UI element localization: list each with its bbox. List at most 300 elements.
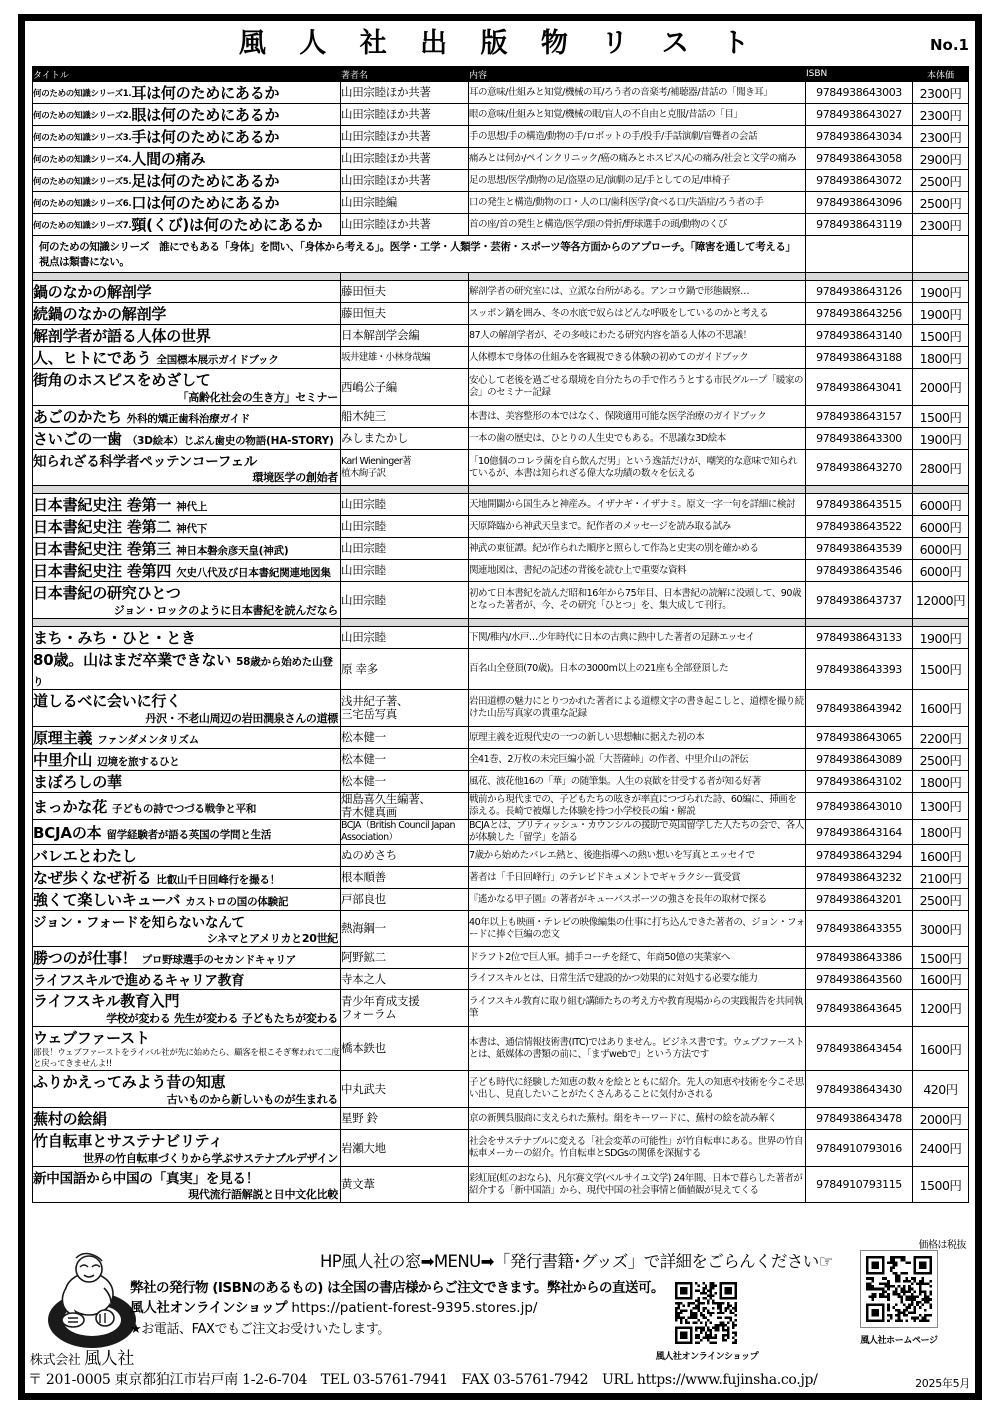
title-series-prefix: 何のための知識シリーズ4. — [33, 155, 132, 165]
cell-price: 1500円 — [913, 947, 969, 969]
cell-author: 山田宗睦 — [341, 538, 469, 560]
cell-author: 船木純三 — [341, 406, 469, 428]
series-note-blank-price — [913, 236, 969, 273]
cell-author: 寺本之人 — [341, 969, 469, 990]
cell-author: 根本順善 — [341, 867, 469, 889]
cell-author: みしまたかし — [341, 428, 469, 450]
cell-price: 1600円 — [913, 1027, 969, 1071]
cell-author: 松本健一 — [341, 771, 469, 793]
title-subtitle: 子どもの詩でつづる戦争と平和 — [112, 802, 257, 815]
cell-content: 87人の解剖学者が、その多岐にわたる研究内容を語る人体の不思議！ — [469, 325, 806, 347]
title-subtitle: プロ野球選手のセカンドキャリア — [141, 954, 297, 966]
cell-isbn: 9784938643300 — [806, 428, 913, 450]
series-note-blank-isbn — [806, 236, 913, 273]
title-main: 強くて楽しいキューバ — [33, 891, 181, 909]
cell-isbn: 9784938643003 — [806, 82, 913, 104]
table-row — [33, 104, 969, 126]
cell-author: 岩瀬大地 — [341, 1130, 469, 1167]
separator-cell — [913, 273, 969, 281]
title-subtitle: 全国標本展示ガイドブック — [156, 354, 279, 366]
cell-isbn: 9784938643454 — [806, 1027, 913, 1071]
table-row — [33, 1027, 969, 1071]
title-series-prefix: 何のための知識シリーズ7. — [33, 221, 132, 231]
title-subtitle: ジョン・ロックのように日本書紀を読んだなら — [113, 604, 338, 617]
cell-author: 阿野鉱二 — [341, 947, 469, 969]
cell-content: 本書は、美容整形の本ではなく、保険適用可能な医学治療のガイドブック — [469, 406, 806, 428]
cell-isbn: 9784938643102 — [806, 771, 913, 793]
separator-cell — [33, 273, 341, 281]
cell-price: 12000円 — [913, 582, 969, 619]
table-row — [33, 494, 969, 516]
cell-isbn: 9784938643232 — [806, 867, 913, 889]
table-row — [33, 148, 969, 170]
cell-isbn: 9784938643027 — [806, 104, 913, 126]
title-series-prefix: 何のための知識シリーズ2. — [33, 111, 132, 121]
title-subtitle: 留学経験者が語る英国の学問と生活 — [106, 828, 272, 841]
cell-author: 熱海鋼一 — [341, 911, 469, 947]
cell-author: 浅井紀子著、 三宅岳写真 — [341, 690, 469, 727]
title-main: 続鍋のなかの解剖学 — [33, 305, 167, 323]
title-main: ライフスキルで進めるキャリア教育 — [33, 973, 245, 989]
cell-isbn: 9784938643188 — [806, 347, 913, 369]
cell-author: 星野 鈴 — [341, 1108, 469, 1130]
cell-isbn: 9784938643096 — [806, 192, 913, 214]
cell-isbn: 9784938643515 — [806, 494, 913, 516]
table-header — [33, 67, 969, 82]
cell-content: ライフスキルとは、日常生活で建設的かつ効果的に対処する必要な能力 — [469, 969, 806, 990]
qr-code-online-shop[interactable] — [675, 1282, 737, 1344]
tax-note: 価格は税抜 — [918, 1240, 966, 1251]
cell-price: 1500円 — [913, 325, 969, 347]
cell-content: 全41巻、2万枚の未完巨編小説「大菩薩峠」の作者、中里介山の評伝 — [469, 749, 806, 771]
cell-isbn: 9784938643041 — [806, 369, 913, 406]
series-note-row — [33, 236, 969, 273]
order-line-2 — [130, 1298, 750, 1319]
cell-title — [33, 1108, 341, 1130]
cell-content: 足の思想/医学/動物の足/盗塁の足/演劇の足/手としての足/車椅子 — [469, 170, 806, 192]
cell-title — [33, 428, 341, 450]
title-main: 人間の痛み — [131, 150, 206, 168]
frame-top-border — [18, 14, 982, 21]
cell-content: 眼の意味/仕組みと知覚/機械の眼/盲人の不自由と克服/昔話の「目」 — [469, 104, 806, 126]
qr-shop-caption: 風人社オンラインショップ — [655, 1352, 759, 1362]
table-row — [33, 990, 969, 1027]
title-subtitle: 辺境を旅するひと — [97, 756, 180, 768]
title-main: まち・みち・ひと・とき — [33, 629, 196, 647]
cell-title — [33, 649, 341, 690]
cell-content: 下関/稚内/水戸…少年時代に日本の古典に熱中した著者の足跡エッセイ — [469, 627, 806, 649]
cell-isbn: 9784938643355 — [806, 911, 913, 947]
section-separator — [33, 273, 969, 281]
cell-isbn: 9784938643140 — [806, 325, 913, 347]
table-row — [33, 214, 969, 236]
title-subtitle: 欠史八代及び日本書紀関連地図集 — [176, 567, 331, 579]
cell-price: 1900円 — [913, 303, 969, 325]
cell-price: 6000円 — [913, 560, 969, 582]
cell-isbn: 9784938643201 — [806, 889, 913, 911]
title-main: 原理主義 — [33, 729, 93, 747]
cell-isbn: 9784938643072 — [806, 170, 913, 192]
table-row — [33, 867, 969, 889]
table-row — [33, 1108, 969, 1130]
cell-author: 戸部良也 — [341, 889, 469, 911]
title-main: 足は何のためにあるか — [131, 172, 280, 190]
cell-price: 2300円 — [913, 104, 969, 126]
title-subtitle: 古いものから新しいものが生まれる — [166, 1093, 338, 1106]
cell-price: 1600円 — [913, 969, 969, 990]
table-row — [33, 820, 969, 845]
title-main: 人、ヒトにであう — [33, 349, 152, 367]
title-subtitle: カストロの国の体験記 — [185, 896, 289, 908]
cell-title — [33, 911, 341, 947]
cell-title — [33, 1071, 341, 1108]
cell-title — [33, 889, 341, 911]
cell-title — [33, 727, 341, 749]
section-separator — [33, 486, 969, 494]
title-subtitle: 「高齢化社会の生き方」セミナー — [177, 391, 338, 404]
company-address: 〒 201-0005 東京都狛江市岩戸南 1-2-6-704 TEL 03-5761-7941 FAX 03-5761-7942 URL https://www.fujinsha.co.jp/ — [28, 1372, 818, 1388]
cell-content: 百名山全登頂(70歳)。日本の3000m以上の21座も全部登頂した — [469, 649, 806, 690]
separator-cell — [469, 486, 806, 494]
title-main: 勝つのが仕事！ — [33, 949, 137, 967]
cell-price: 2300円 — [913, 126, 969, 148]
separator-cell — [341, 273, 469, 281]
cell-title — [33, 148, 341, 170]
cell-price: 2300円 — [913, 82, 969, 104]
cell-title — [33, 450, 341, 486]
cell-author: 藤田恒夫 — [341, 281, 469, 303]
column-header-author: 著者名 — [341, 67, 469, 82]
frame-right-border — [975, 14, 982, 1400]
title-subtitle: 現代流行語解説と日中文化比較 — [188, 1188, 338, 1201]
order-information — [130, 1278, 750, 1340]
cell-content: 本書は、通信情報技術書(ITC)ではありません。ビジネス書です。ウェブファーストとは、紙媒体の書類の前に、「まずwebで」という方法です — [469, 1027, 806, 1071]
separator-cell — [341, 619, 469, 627]
series-note: 何のための知識シリーズ 誰にでもある「身体」を問い、「身体から考える」。医学・工学・人類学・芸術・スポーツ等各方面からのアプローチ。「障害を通して考える」視点は類書にない。 — [33, 236, 806, 273]
cell-title — [33, 947, 341, 969]
cell-title — [33, 494, 341, 516]
cell-author: 山田宗睦 — [341, 560, 469, 582]
cell-title — [33, 281, 341, 303]
cell-title — [33, 1167, 341, 1203]
cell-content: 解剖学者の研究室には、立派な台所がある。アンコウ鍋で形態観察… — [469, 281, 806, 303]
cell-content: 著者は「千日回峰行」のテレビドキュメントでギャラクシー賞受賞 — [469, 867, 806, 889]
title-subtitle: 学校が変わる 先生が変わる 子どもたちが変わる — [106, 1012, 338, 1025]
cell-title — [33, 214, 341, 236]
cell-isbn: 9784938643386 — [806, 947, 913, 969]
cell-price: 2000円 — [913, 369, 969, 406]
online-shop-url[interactable]: https://patient-forest-9395.stores.jp/ — [291, 1300, 538, 1316]
column-header-isbn: ISBN — [806, 67, 913, 82]
cell-price: 420円 — [913, 1071, 969, 1108]
separator-cell — [913, 619, 969, 627]
title-main: 街角のホスピスをめざして — [33, 371, 211, 389]
cell-author: 山田宗睦 — [341, 516, 469, 538]
cell-author: 橋本鉄也 — [341, 1027, 469, 1071]
cell-content: 一本の歯の歴史は、ひとりの人生史でもある。不思議な3D絵本 — [469, 428, 806, 450]
company-line — [30, 1344, 134, 1369]
cell-content: 初めて日本書紀を読んだ昭和16年から75年目、日本書紀の読解に没頭して、90歳となった著者が、今、その研究「ひとつ」を、集大成して刊行。 — [469, 582, 806, 619]
cell-title — [33, 867, 341, 889]
table-body — [33, 82, 969, 1203]
cell-price: 1500円 — [913, 649, 969, 690]
cell-isbn: 9784938643942 — [806, 690, 913, 727]
cell-price: 2400円 — [913, 1130, 969, 1167]
cell-price: 2500円 — [913, 192, 969, 214]
cell-title — [33, 845, 341, 867]
cell-content: 神武の東征譚。紀が作られた順序と照らして作為と史実の別を確かめる — [469, 538, 806, 560]
table-row — [33, 126, 969, 148]
cell-title — [33, 303, 341, 325]
cell-title — [33, 104, 341, 126]
cell-content: 京の新興呉服商に支えられた蕪村。絹をキーワードに、蕪村の絵を読み解く — [469, 1108, 806, 1130]
cell-title — [33, 126, 341, 148]
cell-title — [33, 1130, 341, 1167]
title-main: 新中国語から中国の「真実」を見る！ — [33, 1171, 260, 1187]
cell-title — [33, 347, 341, 369]
cell-price: 2000円 — [913, 1108, 969, 1130]
cell-content: ライフスキル教育に取り組む講師たちの考え方や教育現場からの実践報告を共同執筆 — [469, 990, 806, 1027]
cell-author: 原 幸多 — [341, 649, 469, 690]
cell-price: 1800円 — [913, 771, 969, 793]
cell-title — [33, 560, 341, 582]
cell-isbn: 9784938643157 — [806, 406, 913, 428]
cell-title — [33, 192, 341, 214]
cell-author: 山田宗睦ほか共著 — [341, 104, 469, 126]
cell-price: 1600円 — [913, 690, 969, 727]
cell-author: 畑島喜久生編著、 青木健真画 — [341, 793, 469, 820]
table-row — [33, 538, 969, 560]
cell-author: 山田宗睦 — [341, 582, 469, 619]
title-subtitle: 世界の竹自転車づくりから学ぶサステナブルデザイン — [83, 1152, 338, 1165]
table-row — [33, 771, 969, 793]
cell-author: 山田宗睦 — [341, 494, 469, 516]
table-row — [33, 450, 969, 486]
title-main: 日本書紀史注 巻第三 — [33, 540, 172, 558]
title-main: ウェブファースト — [33, 1029, 150, 1047]
title-main: バレエとわたし — [33, 847, 137, 865]
order-line-3: ★お電話、FAXでもご注文お受けいたします。 — [130, 1322, 390, 1337]
frame-left-border — [18, 14, 25, 1400]
title-main: なぜ歩くなぜ祈る — [33, 869, 152, 887]
title-main: 道しるべに会いに行く — [33, 692, 182, 710]
cell-price: 1300円 — [913, 793, 969, 820]
cell-title — [33, 749, 341, 771]
cell-content: 耳の意味/仕組みと知覚/機械の耳/ろう者の音楽考/補聴器/昔話の「聞き耳」 — [469, 82, 806, 104]
cell-isbn: 9784938643737 — [806, 582, 913, 619]
title-main: 手は何のためにあるか — [131, 128, 280, 146]
cell-title — [33, 82, 341, 104]
cell-isbn: 9784910793115 — [806, 1167, 913, 1203]
cell-price: 1500円 — [913, 406, 969, 428]
title-subtitle: シネマとアメリカと20世紀 — [206, 932, 338, 945]
cell-title — [33, 325, 341, 347]
cell-content: スッポン鍋を囲み、冬の水底で奴らはどんな呼吸をしているのかと考える — [469, 303, 806, 325]
table-row — [33, 1130, 969, 1167]
cell-title — [33, 820, 341, 845]
cell-price: 1200円 — [913, 990, 969, 1027]
title-main: 口は何のためにあるか — [131, 194, 280, 212]
cell-author: 山田宗睦ほか共著 — [341, 148, 469, 170]
cell-price: 2900円 — [913, 148, 969, 170]
title-blurb: 部長！ウェブファーストをライバル社が先に始めたら、顧客を根こそぎ奪われて二度と戻ってきませんよ!! — [33, 1048, 340, 1069]
cell-price: 1800円 — [913, 820, 969, 845]
cell-isbn: 9784938643294 — [806, 845, 913, 867]
cell-author: 山田宗睦ほか共著 — [341, 126, 469, 148]
cell-title — [33, 582, 341, 619]
cell-price: 2800円 — [913, 450, 969, 486]
cell-price: 1900円 — [913, 627, 969, 649]
cell-isbn: 9784938643126 — [806, 281, 913, 303]
cell-isbn: 9784938643539 — [806, 538, 913, 560]
book-list-table — [32, 66, 969, 1203]
qr-code-homepage[interactable] — [860, 1250, 938, 1328]
cell-content: 原理主義を近現代史の一つの新しい思想軸に据えた初の本 — [469, 727, 806, 749]
title-main: まぼろしの華 — [33, 773, 122, 791]
cell-title — [33, 170, 341, 192]
company-logo — [42, 1248, 142, 1353]
cell-content: 彩虹屁(虹のおなら)、凡尔赛文学(ベルサイユ文学) 24年間、日本で暮らした著者が紹介する「新中国語」から、現代中国の社会事情と価値観が見えてくる — [469, 1167, 806, 1203]
section-separator — [33, 619, 969, 627]
title-main: 日本書紀の研究ひとつ — [33, 584, 181, 602]
page-header — [25, 26, 975, 64]
cell-content: 社会をサステナブルに変える「社会変革の可能性」が竹自転車にある。世界の竹自転車メーカーの紹介。竹自転車とSDGsの関係を深掘する — [469, 1130, 806, 1167]
title-main: 80歳。山はまだ卒業できない — [33, 651, 232, 669]
cell-content: 痛みとは何か/ペインクリニック/癌の痛みとホスピス/心の痛み/社会と文学の痛み — [469, 148, 806, 170]
cell-content: 戦前から現代までの、子どもたちの呟きが率直につづられた詩、60編に、挿画を添える。長崎で被爆した体験を持つ小学校長の編・解説 — [469, 793, 806, 820]
cell-author: 山田宗睦編 — [341, 192, 469, 214]
column-header-title: タイトル — [33, 67, 341, 82]
title-main: BCJAの本 — [33, 823, 102, 842]
title-main: ふりかえってみよう昔の知恵 — [33, 1073, 226, 1091]
separator-cell — [469, 273, 806, 281]
title-main: 解剖学者が語る人体の世界 — [33, 327, 211, 345]
cell-content: 風花、波花他16の「華」の随筆集。人生の哀歓を甘受する者が知る好著 — [469, 771, 806, 793]
table-row — [33, 845, 969, 867]
title-subtitle: （3D絵本）じぶん歯史の物語(HA-STORY) — [126, 435, 334, 447]
cell-price: 2500円 — [913, 889, 969, 911]
cell-author: 中丸武夫 — [341, 1071, 469, 1108]
cell-price: 1800円 — [913, 347, 969, 369]
title-main: 日本書紀史注 巻第四 — [33, 562, 172, 580]
company-prefix: 株式会社 — [30, 1353, 81, 1368]
table-row — [33, 947, 969, 969]
table-row — [33, 369, 969, 406]
cell-price: 1500円 — [913, 1167, 969, 1203]
cell-price: 6000円 — [913, 516, 969, 538]
cell-content: 天地開闢から国生みと神産み。イザナギ・イザナミ。原文一字一句を詳細に検討 — [469, 494, 806, 516]
cell-title — [33, 969, 341, 990]
title-main: さいごの一歯 — [33, 430, 122, 448]
table-row — [33, 303, 969, 325]
company-name: 風人社 — [84, 1349, 134, 1369]
cell-isbn: 9784938643430 — [806, 1071, 913, 1108]
cell-title — [33, 690, 341, 727]
title-main: ジョン・フォードを知らないなんて — [33, 915, 245, 931]
table-row — [33, 406, 969, 428]
table-row — [33, 1071, 969, 1108]
cell-author: 松本健一 — [341, 727, 469, 749]
cell-price: 6000円 — [913, 538, 969, 560]
cell-author: 藤田恒夫 — [341, 303, 469, 325]
cell-content: 岩田道標の魅力にとりつかれた著者による道標文字の書き起こしと、道標を撮り続けた山岳写真家の貴重な記録 — [469, 690, 806, 727]
cell-isbn: 9784938643560 — [806, 969, 913, 990]
website-instruction: HP風人社の窓➡MENU➡「発行書籍･グッズ」で詳細をごらんください☞ — [320, 1252, 833, 1271]
table-row — [33, 325, 969, 347]
title-series-prefix: 何のための知識シリーズ6. — [33, 199, 132, 209]
cell-title — [33, 538, 341, 560]
cell-isbn: 9784938643089 — [806, 749, 913, 771]
cell-isbn: 9784938643546 — [806, 560, 913, 582]
title-subtitle: 58歳から始めた山登り — [33, 656, 333, 688]
cell-isbn: 9784938643478 — [806, 1108, 913, 1130]
separator-cell — [806, 486, 913, 494]
title-main: 日本書紀史注 巻第二 — [33, 518, 172, 536]
cell-title — [33, 627, 341, 649]
separator-cell — [806, 619, 913, 627]
cell-isbn: 9784938643522 — [806, 516, 913, 538]
cell-author: 山田宗睦ほか共著 — [341, 170, 469, 192]
cell-content: 天原降臨から神武天皇まで。紀作者のメッセージを読み取る試み — [469, 516, 806, 538]
cell-title — [33, 516, 341, 538]
separator-cell — [469, 619, 806, 627]
table-row — [33, 749, 969, 771]
table-row — [33, 649, 969, 690]
cell-title — [33, 1027, 341, 1071]
table-row — [33, 690, 969, 727]
cell-isbn: 9784938643256 — [806, 303, 913, 325]
table-row — [33, 560, 969, 582]
cell-isbn: 9784938643270 — [806, 450, 913, 486]
title-main: 中里介山 — [33, 751, 93, 769]
separator-cell — [913, 486, 969, 494]
frame-bottom-border — [18, 1393, 982, 1400]
table-row — [33, 516, 969, 538]
title-subtitle: 神代下 — [176, 523, 208, 535]
cell-content: BCJAとは、ブリティッシュ・カウンシルの援助で英国留学した人たちの会で、各人が体験した「留学」を語る — [469, 820, 804, 843]
cell-author: 日本解剖学会編 — [341, 325, 469, 347]
title-main: 眼は何のためにあるか — [131, 106, 280, 124]
cell-isbn: 9784938643645 — [806, 990, 913, 1027]
cell-author: 西嶋公子編 — [341, 369, 469, 406]
page-title: 風 人 社 出 版 物 リ ス ト — [238, 28, 762, 59]
title-subtitle: 環境医学の創始者 — [252, 471, 338, 484]
cell-author: 山田宗睦 — [341, 627, 469, 649]
title-main: 頸(くび)は何のためにあるか — [131, 216, 323, 234]
separator-cell — [341, 486, 469, 494]
cell-isbn: 9784910793016 — [806, 1130, 913, 1167]
cell-price: 3000円 — [913, 911, 969, 947]
cell-author: 坂井建雄・小林身哉編 — [341, 347, 469, 369]
title-subtitle: ファンダメンタリズム — [97, 734, 199, 746]
table-row — [33, 582, 969, 619]
cell-price: 1900円 — [913, 281, 969, 303]
cell-content: ドラフト2位で巨人軍。捕手コーチを経て、年商50億の実業家へ — [469, 947, 806, 969]
table-row — [33, 428, 969, 450]
separator-cell — [806, 273, 913, 281]
title-main: 日本書紀史注 巻第一 — [33, 496, 172, 514]
title-main: あごのかたち — [33, 408, 122, 426]
title-main: 知られざる科学者ペッテンコーフェル — [33, 454, 258, 470]
column-header-content: 内容 — [469, 67, 806, 82]
title-subtitle: 神代上 — [176, 501, 208, 513]
cell-title — [33, 990, 341, 1027]
cell-title — [33, 771, 341, 793]
cell-content: 40年以上も映画・テレビの映像編集の仕事に打ち込んできた著者の、ジョン・フォードに捧ぐ巨編の恋文 — [469, 911, 806, 947]
separator-cell — [33, 486, 341, 494]
cell-price: 2200円 — [913, 727, 969, 749]
online-shop-label: 風人社オンラインショップ — [130, 1300, 288, 1316]
